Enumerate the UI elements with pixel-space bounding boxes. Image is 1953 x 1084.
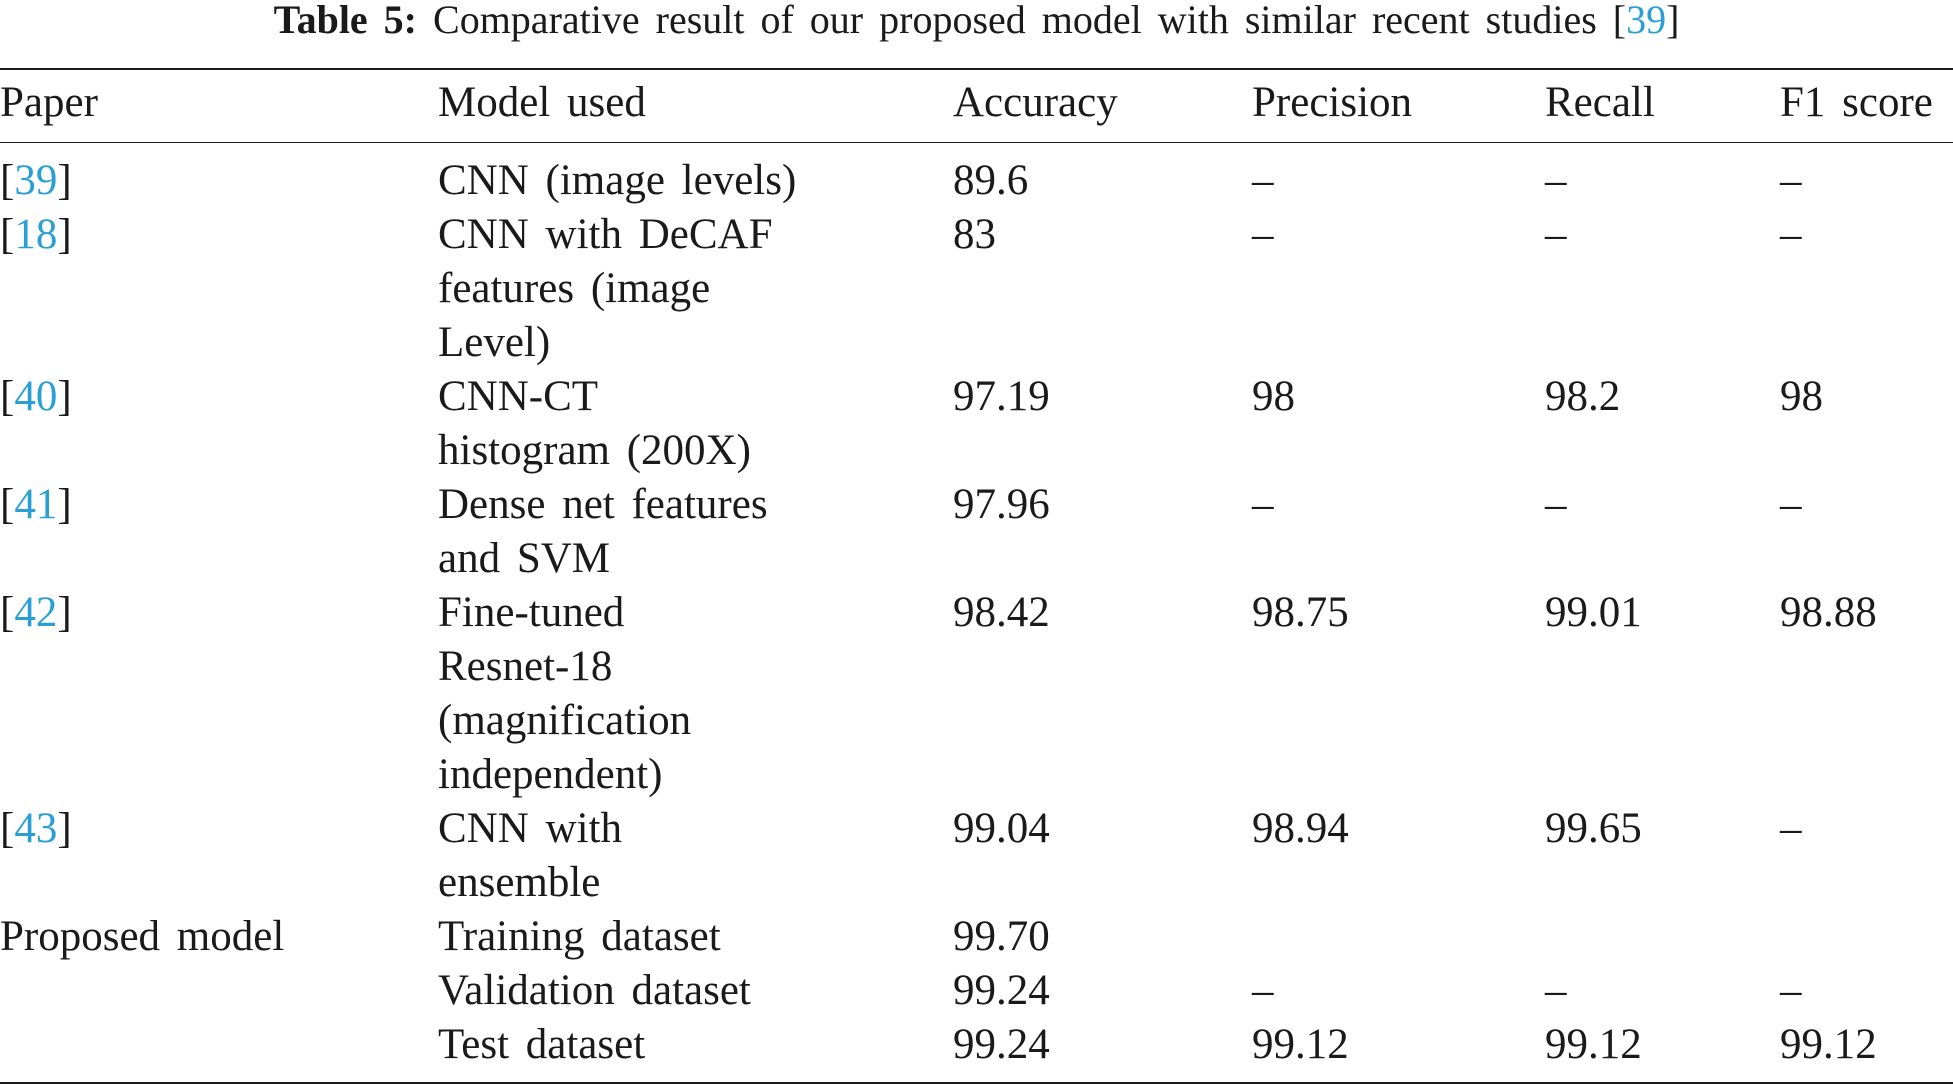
header-recall: Recall <box>1545 79 1655 126</box>
paper-reference-cell <box>0 802 72 856</box>
ref-open-bracket: [ <box>0 805 15 852</box>
precision-cell: 98.94 <box>1252 805 1349 852</box>
f1-score-cell: – <box>1780 211 1802 258</box>
model-used-cell: Resnet-18 <box>438 643 613 690</box>
reference-link[interactable]: 40 <box>14 373 58 420</box>
caption-text: Comparative result of our proposed model with similar recent studies [ <box>433 0 1627 42</box>
precision-cell: – <box>1252 157 1274 204</box>
recall-cell: 99.12 <box>1545 1021 1642 1068</box>
model-used-cell: histogram (200X) <box>438 427 751 474</box>
top-rule <box>0 68 1953 70</box>
header-precision: Precision <box>1252 79 1413 126</box>
f1-score-cell: – <box>1780 157 1802 204</box>
precision-cell: 98 <box>1252 373 1295 420</box>
model-used-cell: and SVM <box>438 535 611 582</box>
table-caption <box>0 0 1953 40</box>
model-used-cell: Fine-tuned <box>438 589 625 636</box>
reference-link[interactable]: 39 <box>14 157 58 204</box>
ref-close-bracket: ] <box>57 481 72 528</box>
recall-cell: – <box>1545 211 1567 258</box>
precision-cell: – <box>1252 967 1274 1014</box>
ref-open-bracket: [ <box>0 481 15 528</box>
model-used-cell: CNN-CT <box>438 373 599 420</box>
model-used-cell: Dense net features <box>438 481 768 528</box>
ref-open-bracket: [ <box>0 373 15 420</box>
f1-score-cell: – <box>1780 481 1802 528</box>
model-used-cell: CNN with <box>438 805 622 852</box>
recall-cell: 99.65 <box>1545 805 1642 852</box>
paper-reference-cell <box>0 586 72 640</box>
precision-cell: 99.12 <box>1252 1021 1349 1068</box>
header-rule <box>0 142 1953 143</box>
caption-close-bracket: ] <box>1666 0 1680 42</box>
paper-reference-cell <box>0 370 72 424</box>
ref-open-bracket: [ <box>0 589 15 636</box>
accuracy-cell: 99.04 <box>953 805 1050 852</box>
table-label: Table 5: <box>273 0 418 42</box>
f1-score-cell: – <box>1780 805 1802 852</box>
header-f1-score: F1 score <box>1780 79 1933 126</box>
precision-cell: – <box>1252 211 1274 258</box>
reference-link[interactable]: 41 <box>14 481 58 528</box>
model-used-cell: Training dataset <box>438 913 721 960</box>
model-used-cell: independent) <box>438 751 663 798</box>
reference-link[interactable]: 43 <box>14 805 58 852</box>
accuracy-cell: 99.70 <box>953 913 1050 960</box>
model-used-cell: Test dataset <box>438 1021 646 1068</box>
ref-close-bracket: ] <box>57 373 72 420</box>
ref-close-bracket: ] <box>57 211 72 258</box>
reference-link[interactable]: 42 <box>14 589 58 636</box>
proposed-model-label: Proposed model <box>0 913 285 960</box>
model-used-cell: (magnification <box>438 697 692 744</box>
ref-open-bracket: [ <box>0 157 15 204</box>
precision-cell: – <box>1252 481 1274 528</box>
paper-reference-cell <box>0 208 72 262</box>
f1-score-cell: 98 <box>1780 373 1823 420</box>
accuracy-cell: 97.19 <box>953 373 1050 420</box>
accuracy-cell: 99.24 <box>953 1021 1050 1068</box>
header-accuracy: Accuracy <box>953 79 1118 126</box>
model-used-cell: CNN (image levels) <box>438 157 797 204</box>
reference-link[interactable]: 18 <box>14 211 58 258</box>
accuracy-cell: 89.6 <box>953 157 1029 204</box>
recall-cell: – <box>1545 967 1567 1014</box>
model-used-cell: features (image <box>438 265 711 312</box>
header-paper: Paper <box>0 79 98 126</box>
ref-close-bracket: ] <box>57 157 72 204</box>
paper-reference-cell <box>0 478 72 532</box>
accuracy-cell: 99.24 <box>953 967 1050 1014</box>
paper-reference-cell <box>0 154 72 208</box>
header-model-used: Model used <box>438 79 646 126</box>
recall-cell: – <box>1545 157 1567 204</box>
model-used-cell: ensemble <box>438 859 601 906</box>
accuracy-cell: 83 <box>953 211 996 258</box>
recall-cell: 99.01 <box>1545 589 1642 636</box>
f1-score-cell: 99.12 <box>1780 1021 1877 1068</box>
f1-score-cell: 98.88 <box>1780 589 1877 636</box>
precision-cell: 98.75 <box>1252 589 1349 636</box>
accuracy-cell: 97.96 <box>953 481 1050 528</box>
model-used-cell: Validation dataset <box>438 967 751 1014</box>
model-used-cell: CNN with DeCAF <box>438 211 773 258</box>
recall-cell: – <box>1545 481 1567 528</box>
accuracy-cell: 98.42 <box>953 589 1050 636</box>
ref-close-bracket: ] <box>57 589 72 636</box>
recall-cell: 98.2 <box>1545 373 1621 420</box>
model-used-cell: Level) <box>438 319 551 366</box>
caption-reference-link[interactable]: 39 <box>1626 0 1667 42</box>
ref-close-bracket: ] <box>57 805 72 852</box>
f1-score-cell: – <box>1780 967 1802 1014</box>
ref-open-bracket: [ <box>0 211 15 258</box>
